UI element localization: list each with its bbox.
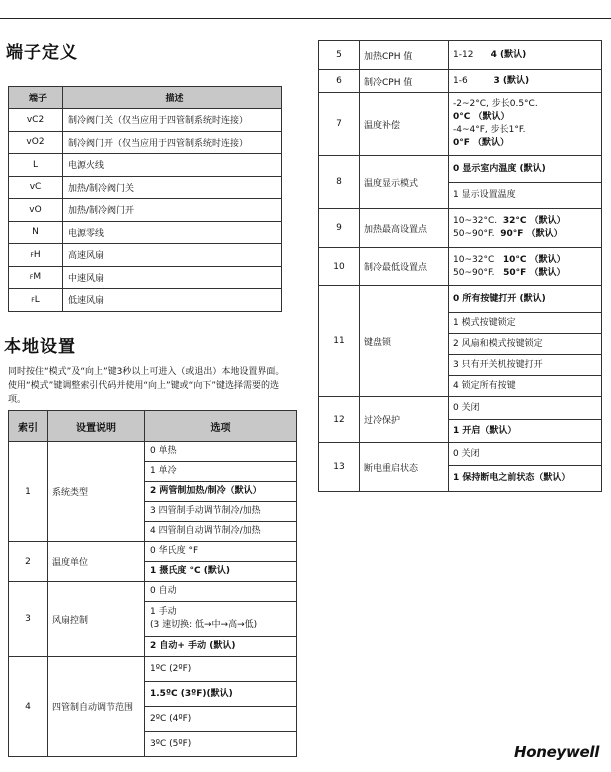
option-default: 10°C （默认）	[502, 254, 566, 265]
option-default: 50°F （默认）	[503, 267, 566, 278]
option-cell-default: 2 自动+ 手动 (默认)	[145, 637, 297, 657]
table-row	[9, 109, 282, 132]
option-cell: 2 风扇和模式按键锁定	[449, 334, 602, 355]
terminal-code-main: H	[33, 249, 41, 260]
table-row	[9, 131, 282, 154]
terminal-desc: 制冷阀门关（仅当应用于四管制系统时连接）	[63, 109, 282, 132]
honeywell-logo: Honeywell	[514, 743, 600, 761]
option-line: -4~4°F, 步长1°F.	[453, 125, 526, 135]
table-row	[9, 289, 282, 312]
terminal-desc: 低速风扇	[63, 289, 282, 312]
option-cell: 1 显示设置温度	[449, 183, 602, 209]
option-range: 10~32°C	[453, 254, 495, 265]
table-row	[319, 41, 602, 70]
table-row	[319, 397, 602, 420]
option-cell	[449, 41, 602, 70]
table-row	[319, 209, 602, 248]
terminal-code-prefix: F	[31, 296, 35, 304]
table-row	[9, 657, 297, 682]
option-cell: 4 锁定所有按键	[449, 376, 602, 397]
option-cell: 1ºC (2ºF)	[145, 657, 297, 682]
local-settings-table-continued	[318, 40, 602, 492]
terminal-code-main: M	[33, 272, 42, 283]
header-desc: 设置说明	[48, 411, 145, 442]
table-row	[9, 221, 282, 244]
terminal-code	[9, 266, 63, 289]
option-cell: 2ºC (4ºF)	[145, 707, 297, 732]
option-cell: 0 自动	[145, 582, 297, 602]
local-title: 本地设置	[4, 337, 76, 357]
terminal-table	[8, 86, 282, 312]
option-cell	[449, 93, 602, 156]
terminal-code	[9, 244, 63, 267]
option-default: 4 (默认)	[490, 49, 527, 60]
setting-name: 过冷保护	[360, 397, 449, 443]
terminal-code-prefix: F	[30, 251, 34, 259]
terminal-code-main: L	[34, 294, 40, 305]
terminal-code	[9, 289, 63, 312]
table-row	[319, 70, 602, 93]
setting-name: 系统类型	[48, 442, 145, 542]
option-cell: 0 华氏度 °F	[145, 542, 297, 562]
option-default: 32°C （默认）	[502, 216, 566, 226]
option-line: 1 手动	[150, 607, 177, 617]
terminal-code: vO2	[9, 131, 63, 154]
setting-name: 制冷CPH 值	[360, 70, 449, 93]
option-default: 90°F （默认）	[500, 229, 563, 239]
header-index: 索引	[9, 411, 48, 442]
local-settings-table	[8, 410, 297, 757]
index-cell: 5	[319, 41, 360, 70]
terminal-code-prefix: F	[29, 274, 34, 282]
terminal-code: vO	[9, 199, 63, 222]
index-cell: 2	[9, 542, 48, 582]
option-line-default: 0°F （默认）	[453, 138, 510, 148]
option-range: 50~90°F.	[453, 229, 495, 239]
index-cell: 6	[319, 70, 360, 93]
table-row	[9, 199, 282, 222]
setting-name: 制冷最低设置点	[360, 248, 449, 286]
option-cell-default: 0 所有按键打开 (默认)	[449, 286, 602, 313]
setting-name: 加热最高设置点	[360, 209, 449, 248]
terminal-code: vC2	[9, 109, 63, 132]
option-range: 50~90°F.	[453, 267, 495, 278]
setting-name: 温度显示模式	[360, 156, 449, 209]
option-cell: 1 模式按键锁定	[449, 313, 602, 334]
option-line	[453, 228, 601, 241]
terminal-code: N	[9, 221, 63, 244]
option-cell: 0 关闭	[449, 443, 602, 466]
terminal-desc: 电源火线	[63, 154, 282, 177]
option-cell-default: 1 保持断电之前状态（默认）	[449, 466, 602, 492]
terminal-desc: 制冷阀门开（仅当应用于四管制系统时连接）	[63, 131, 282, 154]
table-row	[9, 154, 282, 177]
option-line: -2~2°C, 步长0.5°C.	[453, 99, 538, 109]
table-row	[9, 542, 297, 562]
option-range: 1-12	[453, 49, 474, 60]
terminal-desc: 加热/制冷阀门关	[63, 176, 282, 199]
option-cell: 3 四管制手动调节制冷/加热	[145, 502, 297, 522]
option-cell: 4 四管制自动调节制冷/加热	[145, 522, 297, 542]
index-cell: 7	[319, 93, 360, 156]
index-cell: 11	[319, 286, 360, 397]
option-line	[453, 254, 601, 267]
table-row	[9, 582, 297, 602]
option-cell-default: 1.5ºC (3ºF)(默认)	[145, 682, 297, 707]
terminal-code: vC	[9, 176, 63, 199]
option-line: (3 速切换: 低→中→高→低)	[150, 620, 258, 630]
terminal-code: L	[9, 154, 63, 177]
index-cell: 9	[319, 209, 360, 248]
terminal-desc: 中速风扇	[63, 266, 282, 289]
terminal-header-desc: 描述	[63, 87, 282, 109]
option-cell	[449, 248, 602, 286]
table-row	[319, 443, 602, 466]
option-cell	[145, 602, 297, 637]
option-line	[453, 215, 601, 228]
setting-name: 四管制自动调节范围	[48, 657, 145, 757]
table-row	[319, 286, 602, 313]
option-cell-default: 1 摄氏度 °C (默认)	[145, 562, 297, 582]
index-cell: 1	[9, 442, 48, 542]
setting-name: 键盘锁	[360, 286, 449, 397]
index-cell: 3	[9, 582, 48, 657]
option-cell: 0 单热	[145, 442, 297, 462]
option-cell: 3ºC (5ºF)	[145, 732, 297, 757]
option-cell: 1 单冷	[145, 462, 297, 482]
option-line	[453, 267, 601, 280]
terminal-header-term: 端子	[9, 87, 63, 109]
terminal-desc: 高速风扇	[63, 244, 282, 267]
option-default: 3 (默认)	[493, 75, 530, 86]
option-cell-default: 0 显示室内温度 (默认)	[449, 156, 602, 183]
table-row	[319, 93, 602, 156]
top-rule	[0, 18, 611, 19]
setting-name: 风扇控制	[48, 582, 145, 657]
header-options: 选项	[145, 411, 297, 442]
option-cell: 0 关闭	[449, 397, 602, 420]
index-cell: 8	[319, 156, 360, 209]
terminal-desc: 电源零线	[63, 221, 282, 244]
setting-name: 加热CPH 值	[360, 41, 449, 70]
index-cell: 12	[319, 397, 360, 443]
table-row	[9, 244, 282, 267]
setting-name: 温度单位	[48, 542, 145, 582]
option-cell-default: 2 两管制加热/制冷（默认）	[145, 482, 297, 502]
option-line-default: 0°C （默认）	[453, 112, 510, 122]
option-cell: 3 只有开关机按键打开	[449, 355, 602, 376]
terminal-desc: 加热/制冷阀门开	[63, 199, 282, 222]
table-row	[319, 248, 602, 286]
table-row	[9, 176, 282, 199]
setting-name: 断电重启状态	[360, 443, 449, 492]
option-range: 1-6	[453, 75, 468, 86]
local-instructions: 同时按住“模式”及“向上”键3秒以上可进入（或退出）本地设置界面。使用“模式”键调整索引代码并使用“向上”键或“向下”键选择需要的选项。	[8, 367, 285, 405]
index-cell: 13	[319, 443, 360, 492]
table-row	[319, 156, 602, 183]
option-cell-default: 1 开启（默认）	[449, 420, 602, 443]
index-cell: 4	[9, 657, 48, 757]
table-row	[9, 266, 282, 289]
option-cell	[449, 70, 602, 93]
table-row	[9, 442, 297, 462]
terminal-title: 端子定义	[6, 43, 78, 63]
option-cell	[449, 209, 602, 248]
option-range: 10~32°C.	[453, 216, 498, 226]
index-cell: 10	[319, 248, 360, 286]
setting-name: 温度补偿	[360, 93, 449, 156]
